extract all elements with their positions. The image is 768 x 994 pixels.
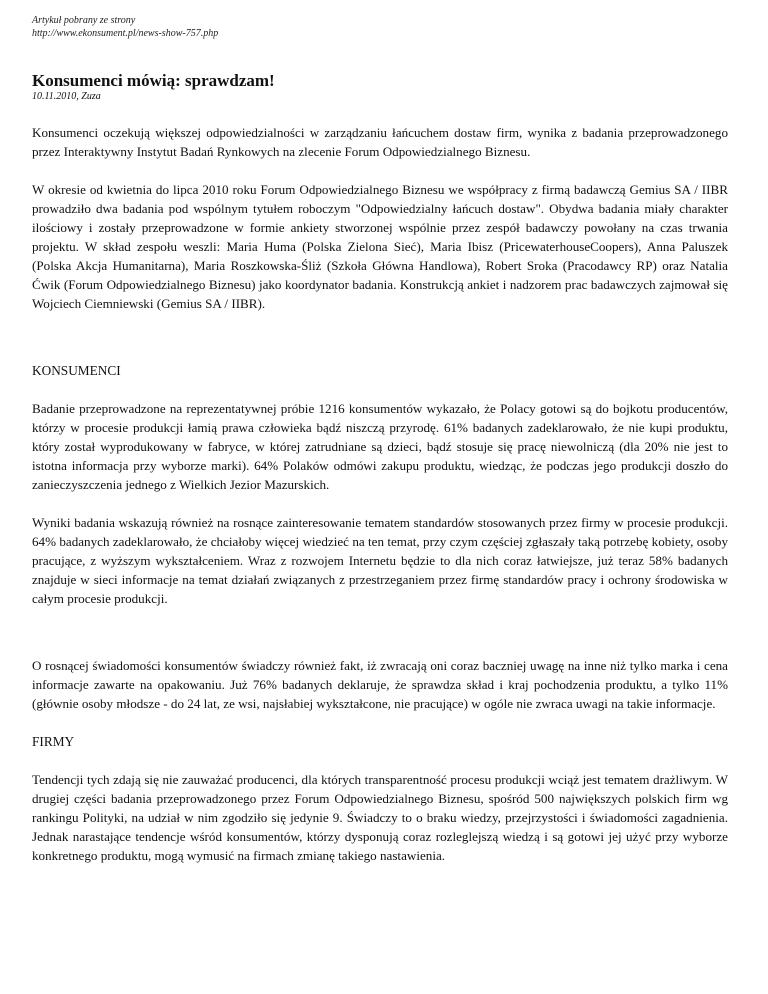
companies-paragraph: Tendencji tych zdają się nie zauważać producenci, dla których transparentność procesu produkcji wciąż jest tematem drażliwym. W drugiej części badania przeprowadzonego przez Forum Odpowiedzialnego Biznesu, spośród 500 największych polskich firm wg rankingu Polityki, na udział w nim zgodziło się jedynie 9. Świadczy to o braku wiedzy, przejrzystości i świadomości zagadnienia. Jednak narastające tendencje wśród konsumentów, którzy dysponują coraz rozleglejszą wiedzą i są gotowi jej użyć przy wyborze konkretnego produktu, mogą wymusić na firmach zmianę takiego nastawienia. bbox=[32, 772, 728, 863]
consumer-interest-paragraph: Wyniki badania wskazują również na rosnące zainteresowanie tematem standardów stosowanych przez firmy w procesie produkcji. 64% badanych zadeklarowało, że chciałoby więcej wiedzieć na ten temat, przy czym częściej zgłaszały taką potrzebę kobiety, osoby pracujące, z wyższym wykształceniem. Wraz z rozwojem Internetu będzie to dla nich coraz łatwiejsze, już teraz 58% badanych znajduje w sieci informacje na temat działań związanych z przestrzeganiem przez firmę standardów pracy i ochrony środowiska w całym procesie produkcji. bbox=[32, 515, 728, 606]
intro-paragraph: Konsumenci oczekują większej odpowiedzialności w zarządzaniu łańcuchem dostaw firm, wynika z badania przeprowadzonego przez Interaktywny Instytut Badań Rynkowych na zlecenie Forum Odpowiedzialnego Biznesu. bbox=[32, 125, 728, 159]
document-page bbox=[32, 14, 728, 865]
research-team-paragraph: W okresie od kwietnia do lipca 2010 roku Forum Odpowiedzialnego Biznesu we współpracy z firmą badawczą Gemius SA / IIBR prowadziło dwa badania pod wspólnym tytułem roboczym "Odpowiedzialny łańcuch dostaw". Obydwa badania miały charakter ilościowy i zostały przeprowadzone w formie ankiety stworzonej wspólnie przez zespół badawczy powołany na czas trwania projektu. W skład zespołu weszli: Maria Huma (Polska Zielona Sieć), Maria Ibisz (PricewaterhouseCoopers), Anna Paluszek (Polska Akcja Humanitarna), Maria Roszkowska-Śliż (Szkoła Główna Handlowa), Robert Sroka (Pracodawcy RP) oraz Natalia Ćwik (Forum Odpowiedzialnego Biznesu) jako koordynator badania. Konstrukcją ankiet i nadzorem prac badawczych zajmował się Wojciech Ciemniewski (Gemius SA / IIBR). bbox=[32, 182, 728, 311]
consumer-boycott-paragraph: Badanie przeprowadzone na reprezentatywnej próbie 1216 konsumentów wykazało, że Polacy gotowi są do bojkotu producentów, którzy w procesie produkcji łamią prawa człowieka bądź niszczą przyrodę. 61% badanych zadeklarowało, że nie kupi produktu, który został wyprodukowany w fabryce, w której zatrudniane są dzieci, bądź stosuje się pracę niewolniczą (dla 20% nie jest to istotna informacja przy wyborze marki). 64% Polaków odmówi zakupu produktu, wiedząc, że podczas jego produkcji doszło do zanieczyszczenia jednego z Wielkich Jezior Mazurskich. bbox=[32, 401, 728, 492]
source-note bbox=[32, 14, 728, 40]
source-url: http://www.ekonsument.pl/news-show-757.php bbox=[32, 28, 219, 39]
section-heading-firmy: FIRMY bbox=[32, 734, 75, 749]
article-meta: 10.11.2010, Zuza bbox=[32, 91, 101, 102]
article-title: Konsumenci mówią: sprawdzam! bbox=[32, 71, 275, 90]
source-label: Artykuł pobrany ze strony bbox=[32, 15, 136, 26]
consumer-awareness-paragraph: O rosnącej świadomości konsumentów świadczy również fakt, iż zwracają oni coraz baczniej uwagę na inne niż tylko marka i cena informacje zawarte na opakowaniu. Już 76% badanych deklaruje, że sprawdza skład i kraj pochodzenia produktu, a tylko 11% (głównie osoby młodsze - do 24 lat, ze wsi, najsłabiej wykształcone, nie pracujące) w ogóle nie zwraca uwagi na takie informacje. bbox=[32, 658, 728, 711]
section-heading-konsumenci: KONSUMENCI bbox=[32, 363, 121, 378]
